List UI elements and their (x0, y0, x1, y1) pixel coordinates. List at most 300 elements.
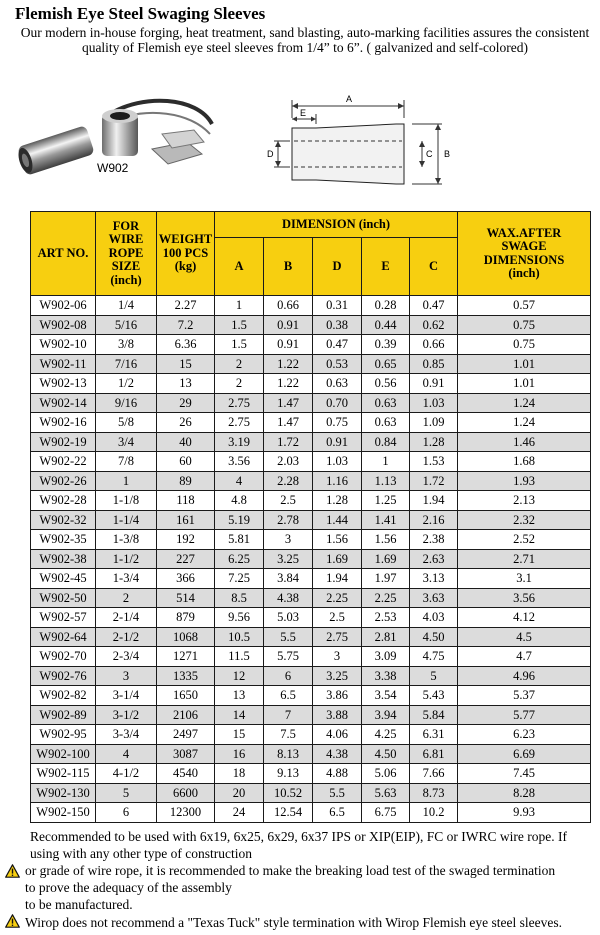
cell-dim-c: 1.28 (410, 432, 458, 452)
note-line-3: or grade of wire rope, it is recommended to make the breaking load test of the swaged termination (25, 863, 556, 878)
table-row (31, 705, 591, 725)
header-a: A (215, 238, 264, 296)
cell-dim-b: 5.75 (264, 647, 313, 667)
cell-wax-dim: 3.1 (458, 569, 591, 589)
cell-art-no: W902-06 (31, 296, 96, 316)
cell-rope-size: 5 (96, 783, 157, 803)
cell-dim-e: 0.65 (362, 354, 410, 374)
cell-dim-e: 3.38 (362, 666, 410, 686)
header-rope-size (96, 212, 157, 296)
cell-weight: 2.27 (157, 296, 215, 316)
cell-art-no: W902-08 (31, 315, 96, 335)
cell-rope-size: 7/16 (96, 354, 157, 374)
cell-weight: 118 (157, 491, 215, 511)
table-row (31, 744, 591, 764)
cell-dim-a: 10.5 (215, 627, 264, 647)
cell-dim-e: 0.56 (362, 374, 410, 394)
cell-rope-size: 5/16 (96, 315, 157, 335)
cell-dim-a: 6.25 (215, 549, 264, 569)
cell-art-no: W902-70 (31, 647, 96, 667)
cell-rope-size: 2-3/4 (96, 647, 157, 667)
label-e: E (300, 108, 307, 118)
cell-dim-d: 0.91 (313, 432, 362, 452)
cell-dim-c: 0.62 (410, 315, 458, 335)
cell-dim-c: 0.66 (410, 335, 458, 355)
cell-dim-e: 6.75 (362, 803, 410, 823)
page-title: Flemish Eye Steel Swaging Sleeves (15, 4, 266, 23)
cell-dim-c: 1.03 (410, 393, 458, 413)
header-line: SWAGE (501, 239, 547, 253)
cell-dim-c: 5.43 (410, 686, 458, 706)
cell-art-no: W902-22 (31, 452, 96, 472)
warning-triangle-icon (5, 864, 20, 878)
cell-dim-b: 1.72 (264, 432, 313, 452)
cell-wax-dim: 2.52 (458, 530, 591, 550)
cell-dim-c: 2.16 (410, 510, 458, 530)
cell-dim-b: 3.84 (264, 569, 313, 589)
table-row (31, 647, 591, 667)
cell-dim-e: 2.25 (362, 588, 410, 608)
cell-dim-a: 24 (215, 803, 264, 823)
cell-art-no: W902-26 (31, 471, 96, 491)
table-row (31, 686, 591, 706)
cell-dim-d: 1.03 (313, 452, 362, 472)
cell-dim-b: 6.5 (264, 686, 313, 706)
cell-dim-b: 1.22 (264, 354, 313, 374)
cell-dim-e: 1 (362, 452, 410, 472)
cell-art-no: W902-13 (31, 374, 96, 394)
table-row (31, 725, 591, 745)
cell-art-no: W902-28 (31, 491, 96, 511)
note-line-2: using with any other type of construction (30, 846, 252, 861)
cell-dim-d: 0.75 (313, 413, 362, 433)
cell-dim-d: 2.5 (313, 608, 362, 628)
header-line: WEIGHT (158, 232, 213, 247)
header-c: C (410, 238, 458, 296)
cell-dim-a: 16 (215, 744, 264, 764)
cell-dim-c: 2.38 (410, 530, 458, 550)
cell-dim-d: 4.06 (313, 725, 362, 745)
cell-dim-e: 1.13 (362, 471, 410, 491)
cell-dim-a: 3.19 (215, 432, 264, 452)
cell-dim-a: 12 (215, 666, 264, 686)
cell-wax-dim: 8.28 (458, 783, 591, 803)
cell-dim-a: 9.56 (215, 608, 264, 628)
cell-dim-b: 10.52 (264, 783, 313, 803)
cell-dim-d: 1.44 (313, 510, 362, 530)
cell-weight: 6.36 (157, 335, 215, 355)
cell-art-no: W902-89 (31, 705, 96, 725)
cell-wax-dim: 6.23 (458, 725, 591, 745)
header-wax (458, 212, 591, 296)
cell-dim-d: 4.88 (313, 764, 362, 784)
cell-dim-c: 4.03 (410, 608, 458, 628)
cell-dim-b: 6 (264, 666, 313, 686)
cell-dim-c: 2.63 (410, 549, 458, 569)
cell-dim-a: 18 (215, 764, 264, 784)
cell-weight: 1271 (157, 647, 215, 667)
cell-weight: 1068 (157, 627, 215, 647)
cell-dim-e: 1.56 (362, 530, 410, 550)
cell-dim-e: 0.63 (362, 413, 410, 433)
cell-dim-a: 7.25 (215, 569, 264, 589)
cell-art-no: W902-38 (31, 549, 96, 569)
cell-weight: 161 (157, 510, 215, 530)
cell-rope-size: 4-1/2 (96, 764, 157, 784)
cell-dim-b: 8.13 (264, 744, 313, 764)
cell-dim-d: 3.25 (313, 666, 362, 686)
cell-wax-dim: 4.96 (458, 666, 591, 686)
cell-dim-b: 1.47 (264, 393, 313, 413)
header-e: E (362, 238, 410, 296)
cell-dim-a: 1.5 (215, 315, 264, 335)
cell-art-no: W902-14 (31, 393, 96, 413)
table-row (31, 783, 591, 803)
cell-dim-c: 6.81 (410, 744, 458, 764)
cell-dim-d: 1.94 (313, 569, 362, 589)
cell-dim-d: 1.28 (313, 491, 362, 511)
table-row (31, 803, 591, 823)
cell-wax-dim: 4.12 (458, 608, 591, 628)
cell-weight: 89 (157, 471, 215, 491)
cell-dim-c: 3.13 (410, 569, 458, 589)
cell-rope-size: 2-1/2 (96, 627, 157, 647)
cell-dim-e: 2.81 (362, 627, 410, 647)
cell-dim-e: 1.69 (362, 549, 410, 569)
cell-wax-dim: 1.93 (458, 471, 591, 491)
cell-weight: 879 (157, 608, 215, 628)
table-row (31, 608, 591, 628)
table-row (31, 296, 591, 316)
cell-wax-dim: 1.24 (458, 393, 591, 413)
cell-weight: 12300 (157, 803, 215, 823)
cell-art-no: W902-45 (31, 569, 96, 589)
cell-dim-d: 2.75 (313, 627, 362, 647)
cell-art-no: W902-50 (31, 588, 96, 608)
cell-art-no: W902-11 (31, 354, 96, 374)
cell-dim-e: 4.25 (362, 725, 410, 745)
cell-dim-c: 0.85 (410, 354, 458, 374)
cell-rope-size: 5/8 (96, 413, 157, 433)
cell-dim-b: 7.5 (264, 725, 313, 745)
cell-rope-size: 2-1/4 (96, 608, 157, 628)
product-caption: W902 (97, 161, 129, 175)
cell-dim-b: 1.22 (264, 374, 313, 394)
cell-rope-size: 1-1/8 (96, 491, 157, 511)
cell-dim-d: 1.16 (313, 471, 362, 491)
cell-dim-c: 1.09 (410, 413, 458, 433)
cell-dim-a: 4.8 (215, 491, 264, 511)
cell-art-no: W902-100 (31, 744, 96, 764)
cell-dim-a: 1.5 (215, 335, 264, 355)
label-a: A (346, 94, 353, 104)
cell-weight: 7.2 (157, 315, 215, 335)
cell-weight: 4540 (157, 764, 215, 784)
cell-dim-a: 13 (215, 686, 264, 706)
cell-dim-c: 4.50 (410, 627, 458, 647)
note-line-1: Recommended to be used with 6x19, 6x25, 6x29, 6x37 IPS or XIP(EIP), FC or IWRC wire rope. If (30, 829, 567, 844)
cell-wax-dim: 4.7 (458, 647, 591, 667)
table-row (31, 530, 591, 550)
table-row (31, 452, 591, 472)
table-row (31, 510, 591, 530)
cell-dim-c: 8.73 (410, 783, 458, 803)
cell-rope-size: 3-1/4 (96, 686, 157, 706)
cell-wax-dim: 7.45 (458, 764, 591, 784)
header-art-no: ART NO. (31, 212, 96, 296)
cell-dim-d: 6.5 (313, 803, 362, 823)
header-line: 100 PCS (162, 245, 209, 260)
cell-dim-b: 0.91 (264, 315, 313, 335)
cell-dim-e: 0.84 (362, 432, 410, 452)
cell-dim-a: 2.75 (215, 413, 264, 433)
cell-dim-c: 1.94 (410, 491, 458, 511)
cell-rope-size: 3 (96, 666, 157, 686)
cell-rope-size: 1/4 (96, 296, 157, 316)
cell-rope-size: 1/2 (96, 374, 157, 394)
cell-art-no: W902-76 (31, 666, 96, 686)
cell-art-no: W902-82 (31, 686, 96, 706)
loose-sleeve (102, 109, 138, 156)
cell-dim-d: 0.53 (313, 354, 362, 374)
cell-dim-e: 0.63 (362, 393, 410, 413)
cell-weight: 366 (157, 569, 215, 589)
cell-dim-e: 1.41 (362, 510, 410, 530)
table-row (31, 315, 591, 335)
cell-wax-dim: 9.93 (458, 803, 591, 823)
cell-weight: 514 (157, 588, 215, 608)
cell-wax-dim: 3.56 (458, 588, 591, 608)
cell-dim-a: 11.5 (215, 647, 264, 667)
cell-weight: 60 (157, 452, 215, 472)
cell-dim-c: 5 (410, 666, 458, 686)
cell-dim-d: 3 (313, 647, 362, 667)
cell-wax-dim: 4.5 (458, 627, 591, 647)
cell-dim-c: 6.31 (410, 725, 458, 745)
cell-rope-size: 2 (96, 588, 157, 608)
header-weight (157, 212, 215, 296)
cell-rope-size: 6 (96, 803, 157, 823)
cell-dim-a: 8.5 (215, 588, 264, 608)
cell-weight: 6600 (157, 783, 215, 803)
cell-dim-b: 0.66 (264, 296, 313, 316)
cell-wax-dim: 2.71 (458, 549, 591, 569)
cell-rope-size: 7/8 (96, 452, 157, 472)
label-d: D (267, 149, 274, 159)
cell-rope-size: 1-3/8 (96, 530, 157, 550)
cell-dim-d: 3.86 (313, 686, 362, 706)
table-row (31, 471, 591, 491)
cell-rope-size: 1 (96, 471, 157, 491)
header-line: WIRE (108, 232, 144, 247)
cell-weight: 13 (157, 374, 215, 394)
note-line-6: Wirop does not recommend a "Texas Tuck" style termination with Wirop Flemish eye steel sleeves. (25, 915, 563, 930)
cell-dim-c: 1.53 (410, 452, 458, 472)
cell-dim-a: 1 (215, 296, 264, 316)
cell-weight: 2106 (157, 705, 215, 725)
cell-dim-c: 7.66 (410, 764, 458, 784)
header-line: (inch) (508, 266, 540, 280)
cell-dim-e: 2.53 (362, 608, 410, 628)
cell-dim-b: 3.25 (264, 549, 313, 569)
cell-rope-size: 9/16 (96, 393, 157, 413)
warning-triangle-icon (5, 914, 20, 928)
header-dimension: DIMENSION (inch) (215, 212, 458, 238)
cell-weight: 26 (157, 413, 215, 433)
cell-dim-a: 4 (215, 471, 264, 491)
dimension-diagram (264, 94, 464, 194)
cell-art-no: W902-115 (31, 764, 96, 784)
cell-art-no: W902-19 (31, 432, 96, 452)
cell-wax-dim: 1.24 (458, 413, 591, 433)
swaged-sleeve (15, 125, 95, 176)
cell-wax-dim: 0.75 (458, 335, 591, 355)
cell-wax-dim: 5.37 (458, 686, 591, 706)
product-image (12, 94, 217, 194)
cell-dim-e: 5.63 (362, 783, 410, 803)
cell-art-no: W902-16 (31, 413, 96, 433)
cell-dim-c: 0.91 (410, 374, 458, 394)
cell-dim-d: 0.63 (313, 374, 362, 394)
cell-dim-e: 3.09 (362, 647, 410, 667)
table-row (31, 335, 591, 355)
cell-dim-c: 3.63 (410, 588, 458, 608)
cell-rope-size: 1-1/2 (96, 549, 157, 569)
cell-dim-a: 3.56 (215, 452, 264, 472)
cell-weight: 1335 (157, 666, 215, 686)
cell-dim-d: 5.5 (313, 783, 362, 803)
split-sleeve (152, 130, 204, 164)
cell-rope-size: 3/8 (96, 335, 157, 355)
cell-dim-e: 3.94 (362, 705, 410, 725)
cell-dim-d: 4.38 (313, 744, 362, 764)
cell-dim-d: 0.38 (313, 315, 362, 335)
cell-dim-d: 0.47 (313, 335, 362, 355)
cell-wax-dim: 5.77 (458, 705, 591, 725)
header-line: (kg) (174, 259, 197, 274)
cell-art-no: W902-95 (31, 725, 96, 745)
cell-weight: 40 (157, 432, 215, 452)
cell-dim-c: 10.2 (410, 803, 458, 823)
cell-dim-b: 9.13 (264, 764, 313, 784)
cell-dim-c: 1.72 (410, 471, 458, 491)
cell-art-no: W902-57 (31, 608, 96, 628)
cell-art-no: W902-32 (31, 510, 96, 530)
cell-dim-b: 4.38 (264, 588, 313, 608)
cell-dim-b: 2.78 (264, 510, 313, 530)
cell-dim-d: 1.69 (313, 549, 362, 569)
header-line: ROPE (108, 245, 144, 260)
cell-weight: 3087 (157, 744, 215, 764)
cell-dim-a: 2 (215, 374, 264, 394)
cell-dim-b: 5.5 (264, 627, 313, 647)
cell-dim-b: 12.54 (264, 803, 313, 823)
cell-weight: 227 (157, 549, 215, 569)
intro-text: Our modern in-house forging, heat treatment, sand blasting, auto-marking facilities assures the consistent quality of Flemish eye steel sleeves from 1/4” to 6”. ( galvanized and self-colored) (20, 25, 590, 55)
header-line: WAX.AFTER (486, 225, 562, 240)
cell-weight: 2497 (157, 725, 215, 745)
header-line: SIZE (111, 259, 141, 274)
cell-art-no: W902-64 (31, 627, 96, 647)
cell-dim-e: 1.97 (362, 569, 410, 589)
header-line: DIMENSIONS (483, 252, 565, 267)
cell-art-no: W902-150 (31, 803, 96, 823)
table-row (31, 374, 591, 394)
cell-dim-a: 2.75 (215, 393, 264, 413)
cell-dim-c: 5.84 (410, 705, 458, 725)
cell-wax-dim: 2.13 (458, 491, 591, 511)
label-c: C (426, 149, 433, 159)
spec-table-body (31, 296, 591, 823)
cell-dim-e: 0.39 (362, 335, 410, 355)
cell-wax-dim: 0.75 (458, 315, 591, 335)
cell-wax-dim: 1.46 (458, 432, 591, 452)
cell-dim-b: 2.03 (264, 452, 313, 472)
cell-rope-size: 3-3/4 (96, 725, 157, 745)
cell-wax-dim: 2.32 (458, 510, 591, 530)
cell-rope-size: 3-1/2 (96, 705, 157, 725)
table-row (31, 432, 591, 452)
cell-weight: 1650 (157, 686, 215, 706)
header-line: FOR (112, 218, 140, 233)
cell-dim-c: 0.47 (410, 296, 458, 316)
table-row (31, 627, 591, 647)
cell-dim-e: 5.06 (362, 764, 410, 784)
cell-dim-d: 3.88 (313, 705, 362, 725)
cell-dim-a: 5.81 (215, 530, 264, 550)
cell-dim-b: 3 (264, 530, 313, 550)
cell-wax-dim: 1.68 (458, 452, 591, 472)
cell-dim-b: 1.47 (264, 413, 313, 433)
cell-wax-dim: 1.01 (458, 374, 591, 394)
cell-dim-b: 0.91 (264, 335, 313, 355)
cell-dim-b: 2.28 (264, 471, 313, 491)
table-row (31, 666, 591, 686)
cell-art-no: W902-10 (31, 335, 96, 355)
note-line-5: to be manufactured. (25, 897, 133, 912)
cell-weight: 15 (157, 354, 215, 374)
cell-weight: 29 (157, 393, 215, 413)
cell-dim-c: 4.75 (410, 647, 458, 667)
header-d: D (313, 238, 362, 296)
cell-dim-a: 2 (215, 354, 264, 374)
cell-dim-e: 0.28 (362, 296, 410, 316)
cell-art-no: W902-130 (31, 783, 96, 803)
cell-dim-d: 0.70 (313, 393, 362, 413)
note-line-4: to prove the adequacy of the assembly (25, 880, 232, 895)
cell-dim-e: 3.54 (362, 686, 410, 706)
table-row (31, 354, 591, 374)
table-row (31, 393, 591, 413)
cell-rope-size: 4 (96, 744, 157, 764)
cell-dim-d: 2.25 (313, 588, 362, 608)
cell-dim-d: 1.56 (313, 530, 362, 550)
cell-dim-e: 4.50 (362, 744, 410, 764)
cell-dim-d: 0.31 (313, 296, 362, 316)
table-row (31, 491, 591, 511)
cell-art-no: W902-35 (31, 530, 96, 550)
cell-rope-size: 1-3/4 (96, 569, 157, 589)
table-row (31, 549, 591, 569)
cell-wax-dim: 1.01 (458, 354, 591, 374)
cell-dim-b: 7 (264, 705, 313, 725)
cell-wax-dim: 6.69 (458, 744, 591, 764)
label-b: B (444, 149, 451, 159)
cell-weight: 192 (157, 530, 215, 550)
cell-dim-a: 20 (215, 783, 264, 803)
table-row (31, 588, 591, 608)
cell-rope-size: 3/4 (96, 432, 157, 452)
